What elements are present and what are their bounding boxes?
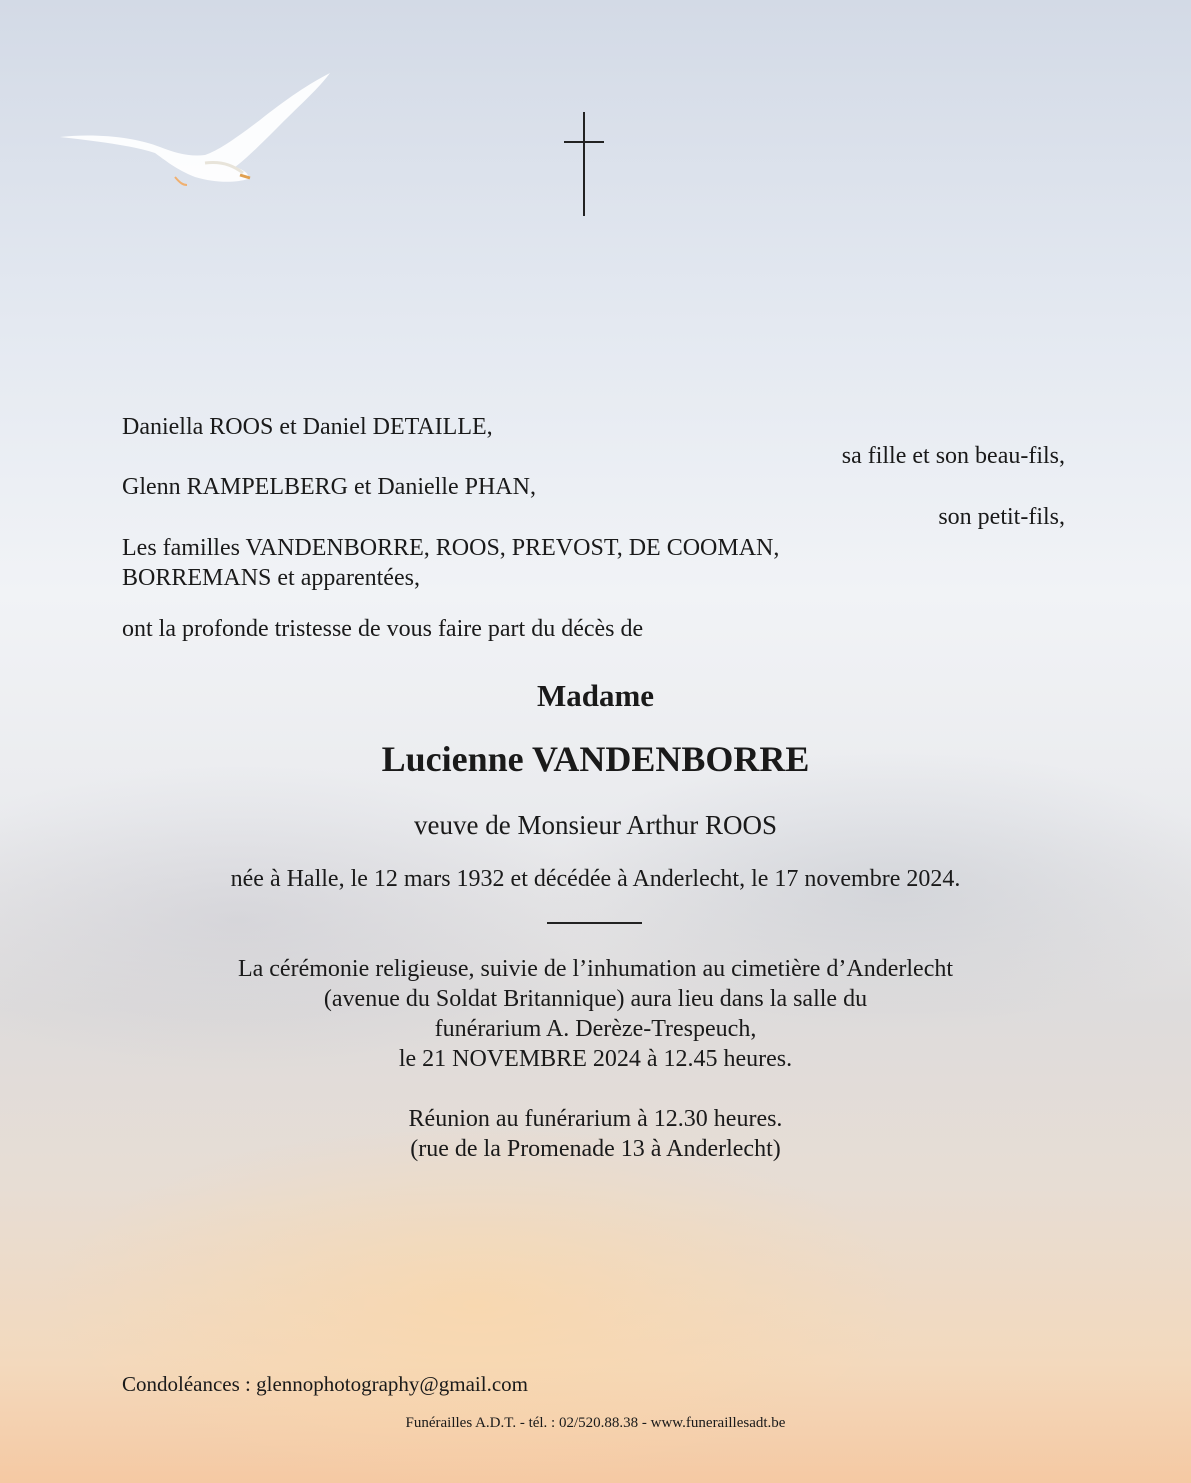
ceremony-line-3: funérarium A. Derèze-Trespeuch, [434,1016,757,1042]
cross-icon [562,112,606,216]
family-line-1: Daniella ROOS et Daniel DETAILLE, [122,414,493,440]
family-line-2: Glenn RAMPELBERG et Danielle PHAN, [122,474,536,500]
other-families-line-2: BORREMANS et apparentées, [122,565,420,591]
family-relation-2: son petit-fils, [938,504,1065,530]
reunion-line-1: Réunion au funérarium à 12.30 heures. [408,1106,783,1132]
widow-of: veuve de Monsieur Arthur ROOS [414,810,777,840]
ceremony-line-4: le 21 NOVEMBRE 2024 à 12.45 heures. [398,1046,793,1072]
title-madame: Madame [536,678,655,713]
birth-death-line: née à Halle, le 12 mars 1932 et décédée à Anderlecht, le 17 novembre 2024. [230,866,961,892]
other-families-line-1: Les familles VANDENBORRE, ROOS, PREVOST, DE COOMAN, [122,535,780,561]
reunion-line-2: (rue de la Promenade 13 à Anderlecht) [410,1136,781,1162]
divider [547,922,642,924]
seagull-icon [55,65,340,195]
deceased-name: Lucienne VANDENBORRE [381,739,810,779]
ceremony-line-1: La cérémonie religieuse, suivie de l’inhumation au cimetière d’Anderlecht [237,956,954,982]
footer-line: Funérailles A.D.T. - tél. : 02/520.88.38 - www.funeraillesadt.be [405,1415,786,1431]
family-relation-1: sa fille et son beau-fils, [841,443,1065,469]
ceremony-line-2: (avenue du Soldat Britannique) aura lieu dans la salle du [323,986,868,1012]
announcement-text: ont la profonde tristesse de vous faire part du décès de [122,616,644,642]
condolences-line: Condoléances : glennophotography@gmail.com [122,1372,529,1396]
